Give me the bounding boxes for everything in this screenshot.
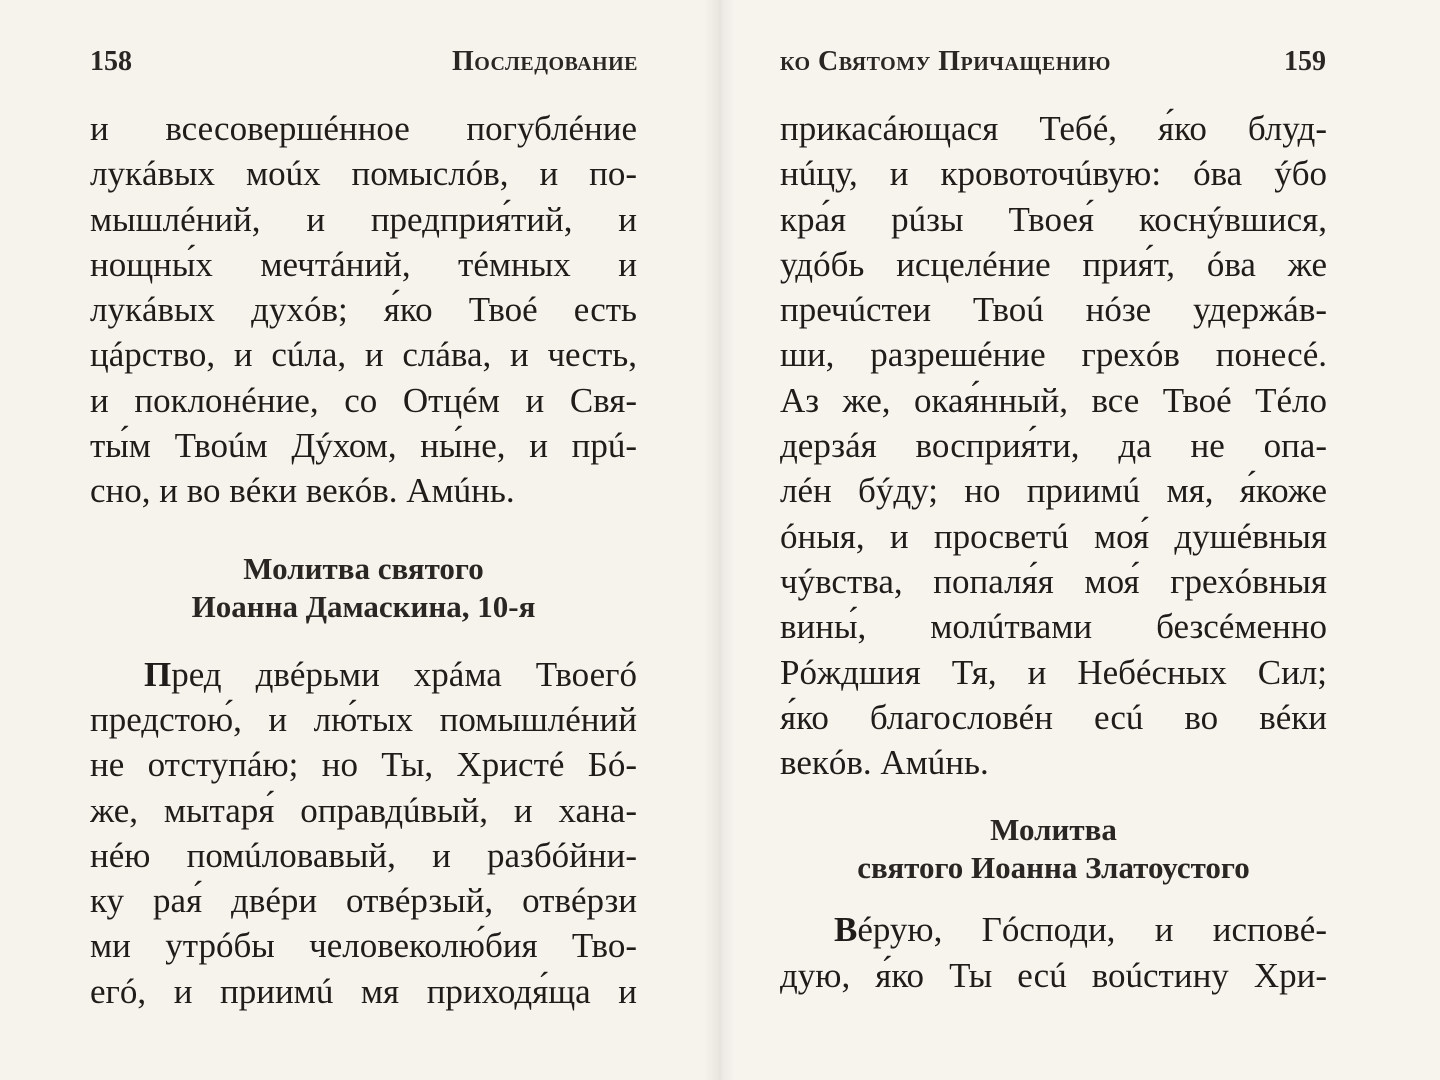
page-number-right: 159 [1284,46,1326,77]
text-line: Аз же, окая́нный, все Твоé Тéло [780,380,1327,420]
text-line: удóбь исцелéние прия́т, óва же [780,244,1327,284]
text-line: мышлéний, и предприя́тий, и [90,199,637,239]
text-line: и поклонéние, со Отцéм и Свя- [90,380,637,420]
prayer-heading-line: Иоанна Дамаскина, 10-я [191,588,536,624]
text-line: нощны́х мечтáний, тéмных и [90,244,637,284]
text-line: и всесовершéнное погублéние [90,109,637,148]
text-line: вины́, молúтвами безсéменно [780,607,1327,647]
prayer-initial: П [144,654,172,694]
text-line: пречúстеи Твоú нóзе удержáв- [780,290,1327,330]
text-line: же, мытаря́ оправдúвый, и хана- [90,790,637,830]
prayer-first-line-text: ред двéрьми хрáма Твоегó [171,654,637,694]
text-line: предстою́, и лю́тых помышлéний [90,699,637,739]
running-title-right: ко Святому Причащению [780,46,1111,77]
text-line: óныя, и просветú моя́ душéвныя [780,516,1327,556]
text-line: не отступáю; но Ты, Христé Бó- [90,745,637,785]
text-line: ку рая́ двéри отвéрзый, отвéрзи [90,881,637,921]
text-line: дую, я́ко Ты есú воúстину Хри- [780,955,1327,995]
prayer-initial: В [834,910,858,950]
prayer-heading-line: Молитва [990,812,1117,848]
text-line: сно, и во вéки векóв. Амúнь. [90,471,515,511]
text-line: цáрство, и сúла, и слáва, и честь, [90,335,637,375]
text-line: лукáвых моúх помыслóв, и по- [90,154,637,194]
text-line: Рóждшия Тя, и Небéсных Сил; [780,652,1327,692]
prayer-first-line-text: éрую, Гóсподи, и исповé- [857,910,1327,950]
text-line: кра́я рúзы Твоея́ коснýвшися, [780,199,1327,239]
text-line: ты́м Твоúм Дýхом, ны́не, и прú- [90,426,637,466]
text-line: нúцу, и кровоточúвую: óва ýбо [780,154,1327,194]
text-line: ми утрóбы человеколю́бия Тво- [90,926,637,966]
right-text-column [780,106,1327,998]
text-line: лéн бýду; но приимú мя, я́коже [780,471,1327,511]
text-line: я́ко благословéн есú во вéки [780,697,1327,737]
text-line: егó, и приимú мя приходя́ща и [90,971,637,1011]
running-title-left: Последование [451,46,638,77]
prayer-first-line [780,907,1327,952]
text-line: ши, разрешéние грехóв понесé. [780,335,1327,375]
text-line: дерзáя восприя́ти, да не опа- [780,426,1327,466]
prayer-heading-line: святого Иоанна Златоустого [857,850,1250,886]
prayer-heading-line: Молитва святого [243,550,484,586]
text-line: лукáвых духóв; я́ко Твоé есть [90,290,637,330]
text-line: чýвства, попаля́я моя́ грехóвныя [780,561,1327,601]
text-line: прикасáющася Тебé, я́ко блуд- [780,109,1327,148]
right-page [720,0,1440,1080]
text-line: векóв. Амúнь. [780,743,989,783]
text-line: нéю помúловавый, и разбóйни- [90,835,637,875]
page-number-left: 158 [90,46,132,77]
left-text-column [90,106,637,1014]
prayer-first-line [90,652,637,697]
